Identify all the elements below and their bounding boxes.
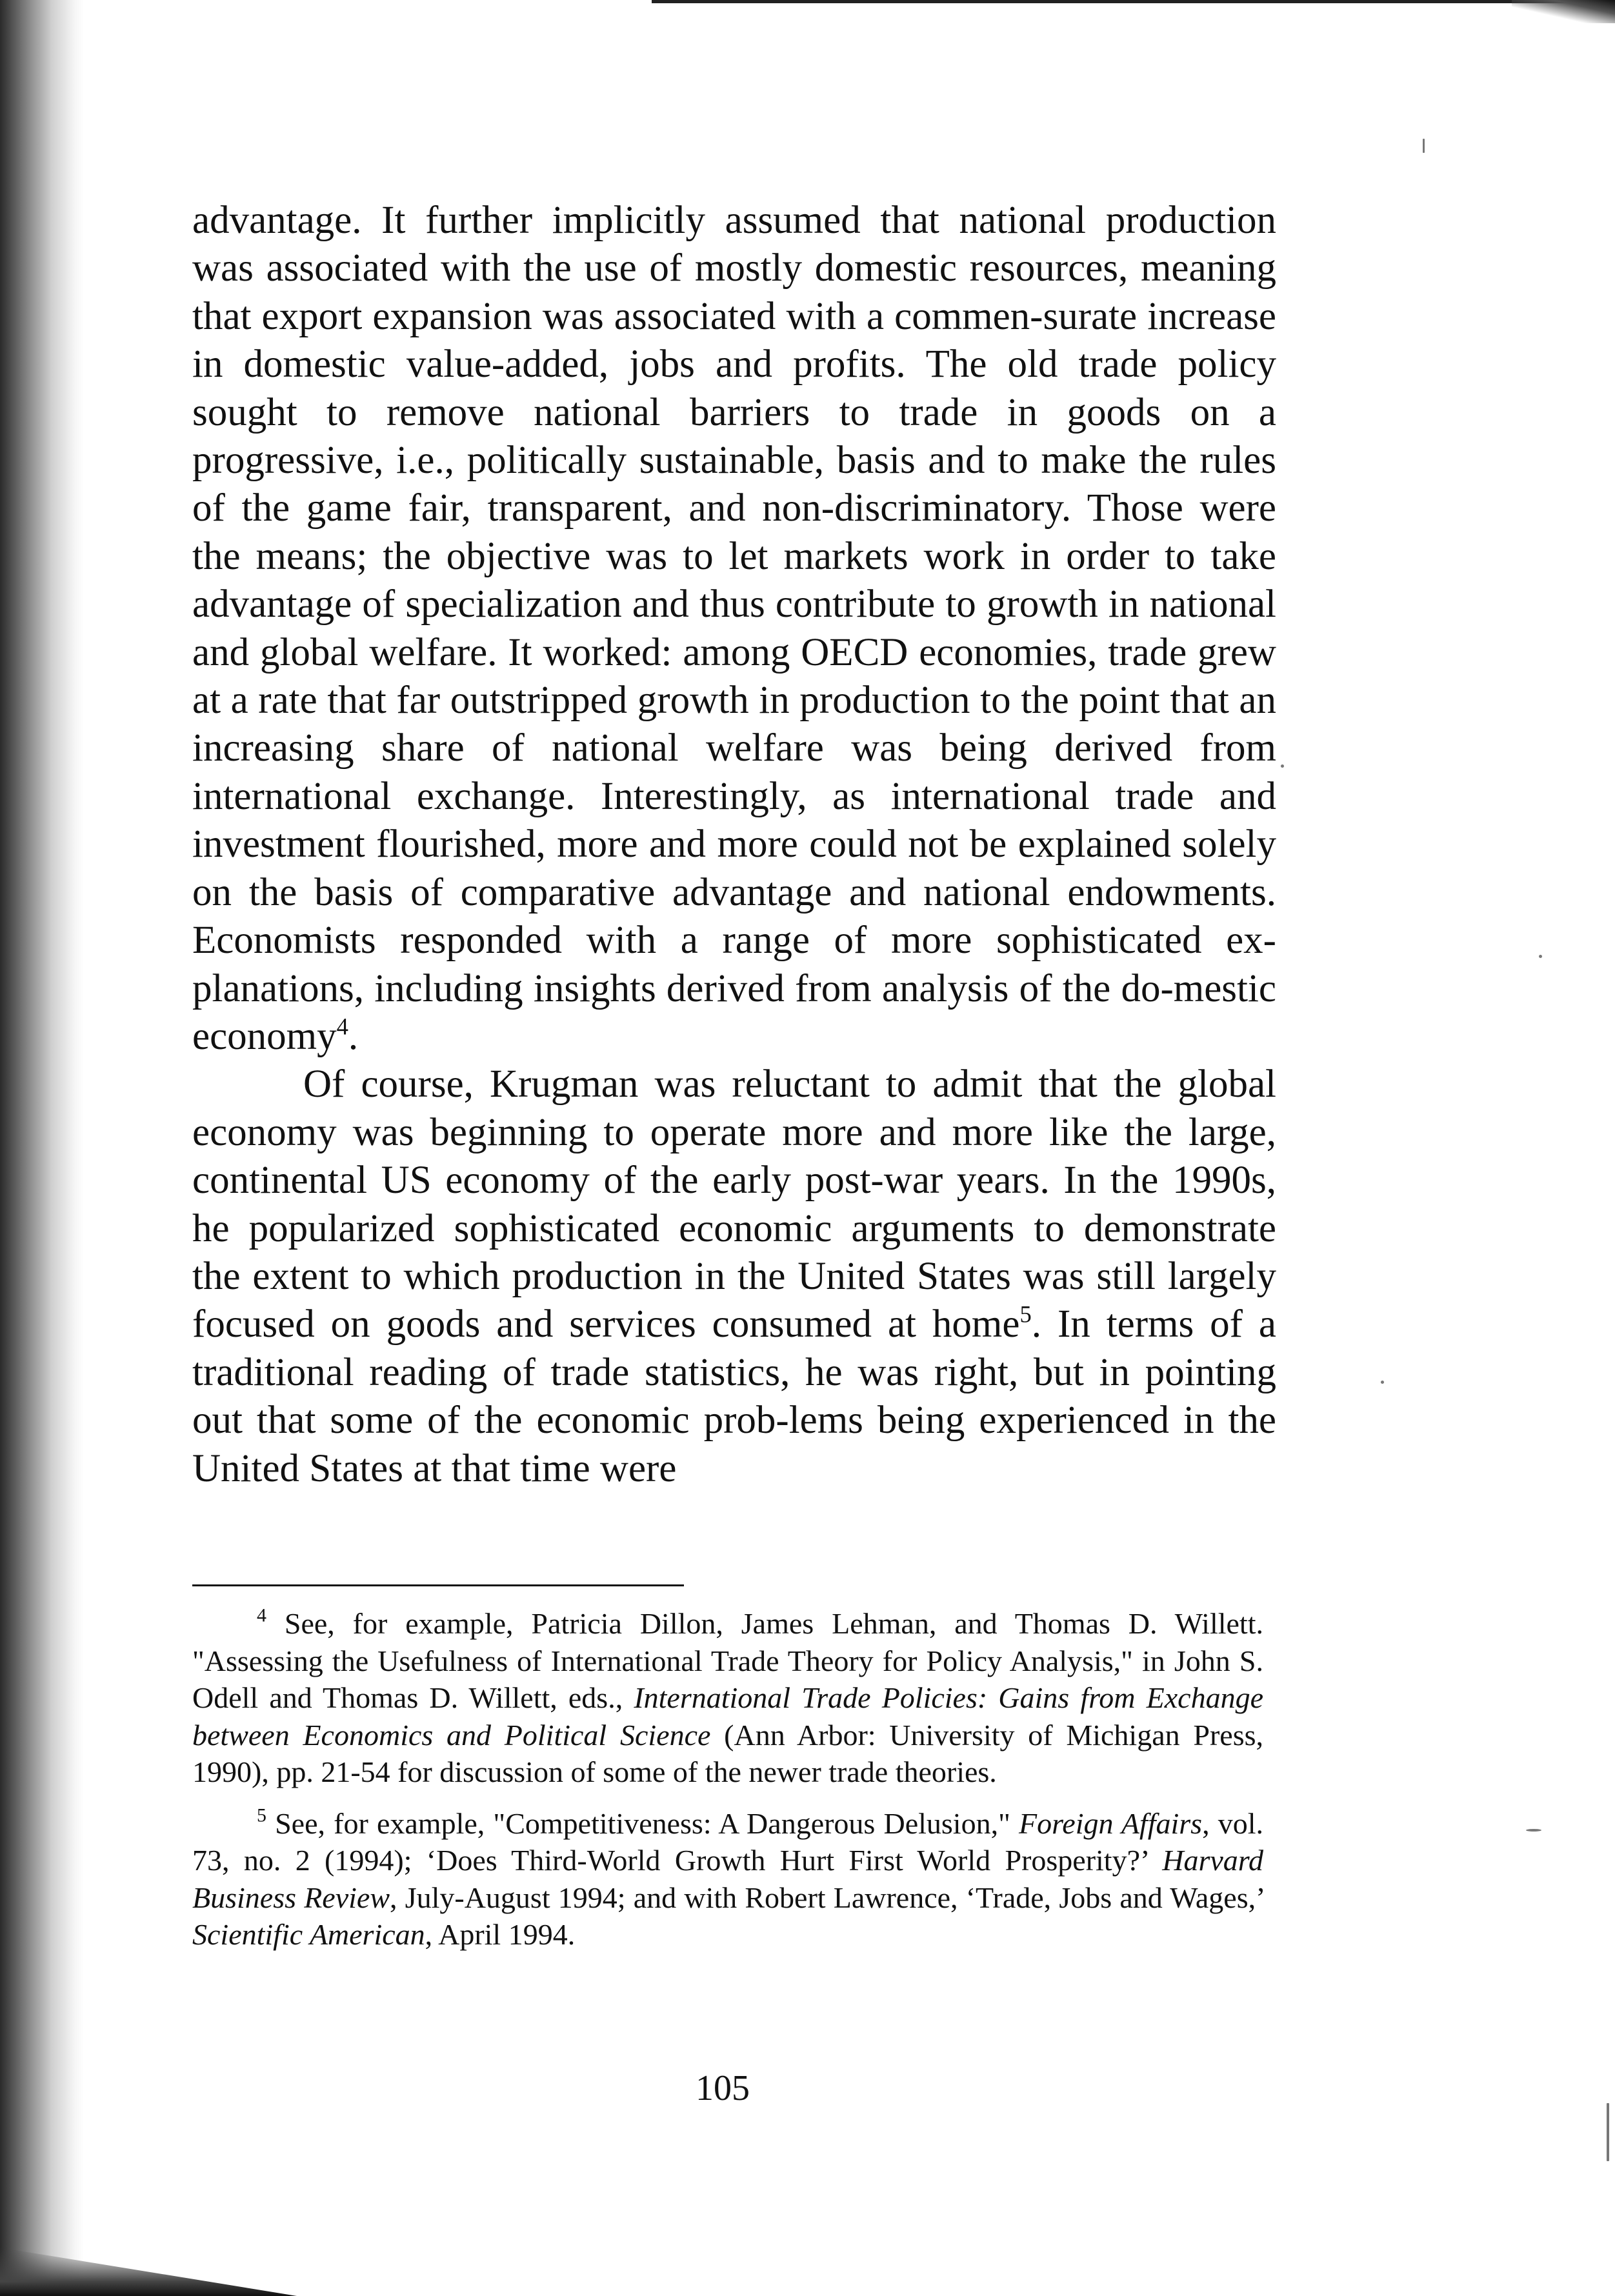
- paragraph-1-end: .: [348, 1014, 359, 1058]
- footnote-5-journal-3: Scientific American: [192, 1918, 425, 1951]
- paragraph-2-end: . In terms of a traditional reading of trade statistics, he was right, but in pointing out that some of the economic prob-lems being experienced in the United States at that time were: [192, 1303, 1276, 1490]
- footnotes: [192, 1605, 1263, 1953]
- scan-corner-shadow: [1512, 0, 1615, 23]
- footnote-divider: [192, 1584, 684, 1586]
- scan-top-edge-line: [652, 0, 1615, 3]
- scan-speck: [1423, 139, 1425, 153]
- scan-speck: [1526, 1829, 1541, 1832]
- footnote-4-text-b: (Ann Arbor: University of Michigan Press, 1990), pp. 21-54 for discussion of some of the newer trade theories.: [192, 1718, 1263, 1788]
- scan-speck: [1539, 955, 1542, 958]
- paragraph-1-text: advantage. It further implicitly assumed that national production was associated with the use of mostly domestic resources, meaning that export expansion was associated with a commen-surate increase in domestic value-added, jobs and profits. The old trade policy sought to remove national barriers to trade in goods on a progressive, i.e., politically sustainable, basis and to make the rules of the game fair, transparent, and non-discriminatory. Those were the means; the objective was to let markets work in order to take advantage of specialization and thus contribute to growth in national and global welfare. It worked: among OECD economies, trade grew at a rate that far outstripped growth in production to the point that an increasing share of national welfare was being derived from international exchange. Interestingly, as international trade and investment flourished, more and more could not be explained solely on the basis of comparative advantage and national endowments. Economists responded with a range of more sophisticated ex-planations, including insights derived from analysis of the do-mestic economy: [192, 199, 1276, 1058]
- footnote-ref-5[interactable]: 5: [1019, 1301, 1032, 1328]
- footnote-4-book-title: International Trade Policies: Gains from Exchange between Economics and Political Science: [192, 1681, 1263, 1752]
- footnote-4: [192, 1605, 1263, 1791]
- scan-bottom-shadow: [0, 2248, 297, 2296]
- footnote-5-text-a: See, for example, "Competitiveness: A Dangerous Delusion,": [266, 1806, 1019, 1840]
- paragraph-1: [192, 197, 1276, 1061]
- scan-speck: [1281, 764, 1284, 768]
- scan-binding-shadow: [0, 0, 84, 2296]
- page-number: 105: [696, 2068, 750, 2108]
- footnote-5-journal-1: Foreign Affairs: [1019, 1806, 1203, 1840]
- footnote-5-text-c: , July-August 1994; and with Robert Lawrence, ‘Trade, Jobs and Wages,’: [390, 1881, 1263, 1914]
- footnote-5-text-b: , vol. 73, no. 2 (1994); ‘Does Third-World Growth Hurt First World Prosperity?’: [192, 1806, 1264, 1877]
- scan-speck: [1381, 1381, 1384, 1384]
- footnote-4-marker: 4: [257, 1604, 266, 1626]
- main-text: [192, 197, 1276, 1493]
- footnote-5: [192, 1805, 1263, 1953]
- footnote-5-marker: 5: [257, 1804, 266, 1826]
- paragraph-2-text: Of course, Krugman was reluctant to admit that the global economy was beginning to operate more and more like the large, continental US economy of the early post-war years. In the 1990s, he popularized sophisticated economic arguments to demonstrate the extent to which production in the United States was still largely focused on goods and services consumed at home: [192, 1063, 1276, 1346]
- paragraph-2: [192, 1061, 1276, 1493]
- footnote-4-text-a: See, for example, Patricia Dillon, James Lehman, and Thomas D. Willett. "Assessing the Usefulness of International Trade Theory for Policy Analysis," in John S. Odell and Thomas D. Willett, eds.,: [192, 1607, 1263, 1714]
- scan-speck: [1607, 2103, 1609, 2161]
- footnote-5-journal-2: Harvard Business Review: [192, 1844, 1263, 1914]
- footnote-5-text-d: , April 1994.: [425, 1918, 576, 1951]
- footnote-ref-4[interactable]: 4: [336, 1013, 348, 1040]
